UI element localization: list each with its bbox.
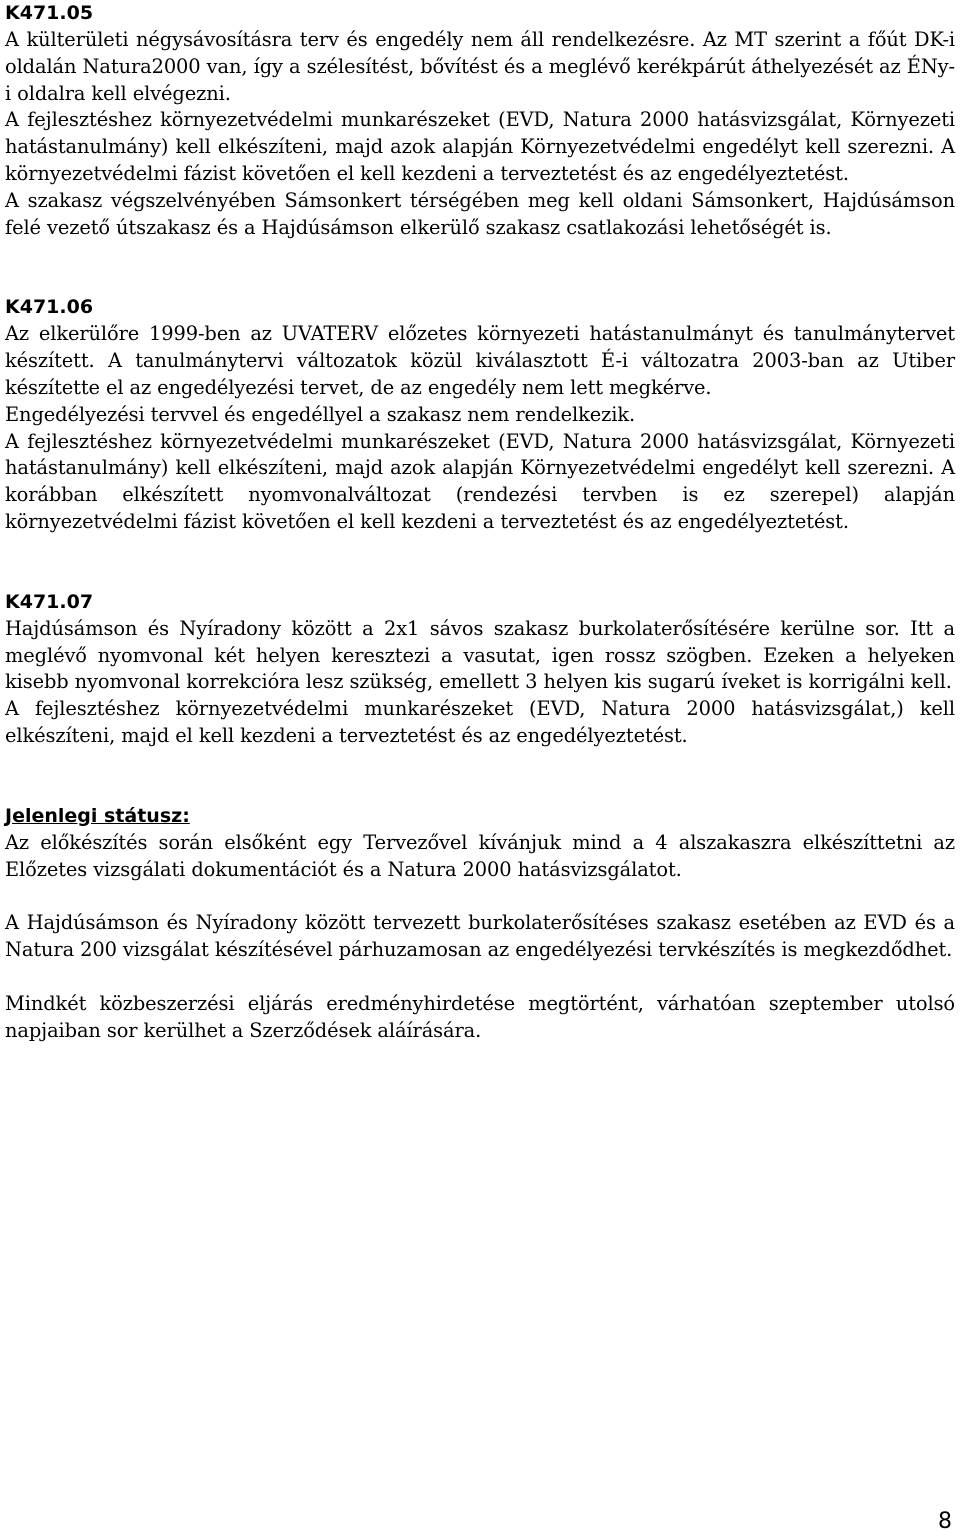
paragraph: A fejlesztéshez környezetvédelmi munkarészeket (EVD, Natura 2000 hatásvizsgálat,) kell elkészíteni, majd el kell kezdeni a terveztetést és az engedélyeztetést. (5, 697, 955, 747)
paragraph: Mindkét közbeszerzési eljárás eredményhirdetése megtörtént, várhatóan szeptember utolsó napjaiban sor kerülhet a Szerződések aláírására. (5, 991, 955, 1042)
section-k471-06 (5, 294, 955, 535)
page-number: 8 (938, 1509, 952, 1534)
section-heading: K471.05 (5, 2, 94, 24)
paragraph: A fejlesztéshez környezetvédelmi munkarészeket (EVD, Natura 2000 hatásvizsgálat, Környezeti hatástanulmány) kell elkészíteni, majd azok alapján Környezetvédelmi engedélyt kell szerezni. A környezetvédelmi fázist követően el kell kezdeni a terveztetést és az engedélyeztetést. (5, 108, 955, 185)
spacer (5, 883, 955, 910)
paragraph: Az elkerülőre 1999-ben az UVATERV előzetes környezeti hatástanulmányt és tanulmánytervet készített. A tanulmánytervi változatok közül kiválasztott É-i változatra 2003-ban az Utiber készítette el az engedélyezési tervet, de az engedély nem lett megkérve. (5, 322, 955, 399)
spacer (5, 750, 955, 803)
spacer (5, 536, 955, 589)
section-status (5, 803, 955, 1045)
document-page (5, 0, 955, 1045)
spacer (5, 964, 955, 991)
section-heading: K471.07 (5, 590, 94, 613)
paragraph: Engedélyezési tervvel és engedéllyel a szakasz nem rendelkezik. (5, 402, 636, 426)
spacer (5, 241, 955, 294)
section-k471-05 (5, 0, 955, 241)
paragraph: A fejlesztéshez környezetvédelmi munkarészeket (EVD, Natura 2000 hatásvizsgálat, Környezeti hatástanulmány) kell elkészíteni, majd azok alapján Környezetvédelmi engedélyt kell szerezni. A korábban elkészített nyomvonalváltozat (rendezési tervben is ez szerepel) alapján környezetvédelmi fázist követően el kell kezdeni a terveztetést és az engedélyeztetést. (5, 429, 955, 533)
section-k471-07 (5, 589, 955, 750)
paragraph: Az előkészítés során elsőként egy Tervezővel kívánjuk mind a 4 alszakaszra elkészíttetni az Előzetes vizsgálati dokumentációt és a Natura 2000 hatásvizsgálatot. (5, 830, 955, 881)
paragraph: A külterületi négysávosításra terv és engedély nem áll rendelkezésre. Az MT szerint a főút DK-i oldalán Natura2000 van, így a szélesítést, bővítést és a meglévő kerékpárút áthelyezését az ÉNy-i oldalra kell elvégezni. (5, 28, 955, 105)
paragraph: A Hajdúsámson és Nyíradony között tervezett burkolaterősítéses szakasz esetében az EVD és a Natura 200 vizsgálat készítésével párhuzamosan az engedélyezési tervkészítés is megkezdődhet. (5, 911, 955, 962)
status-heading: Jelenlegi státusz: (5, 804, 190, 827)
section-heading: K471.06 (5, 296, 94, 319)
paragraph: Hajdúsámson és Nyíradony között a 2x1 sávos szakasz burkolaterősítésére kerülne sor. Itt a meglévő nyomvonal két helyen keresztezi a vasutat, igen rossz szögben. Ezeken a helyeken kisebb nyomvonal korrekcióra lesz szükség, emellett 3 helyen kis sugarú íveket is korrigálni kell. (5, 616, 955, 694)
paragraph: A szakasz végszelvényében Sámsonkert térségében meg kell oldani Sámsonkert, Hajdúsámson felé vezető útszakasz és a Hajdúsámson elkerülő szakasz csatlakozási lehetőségét is. (5, 188, 955, 239)
